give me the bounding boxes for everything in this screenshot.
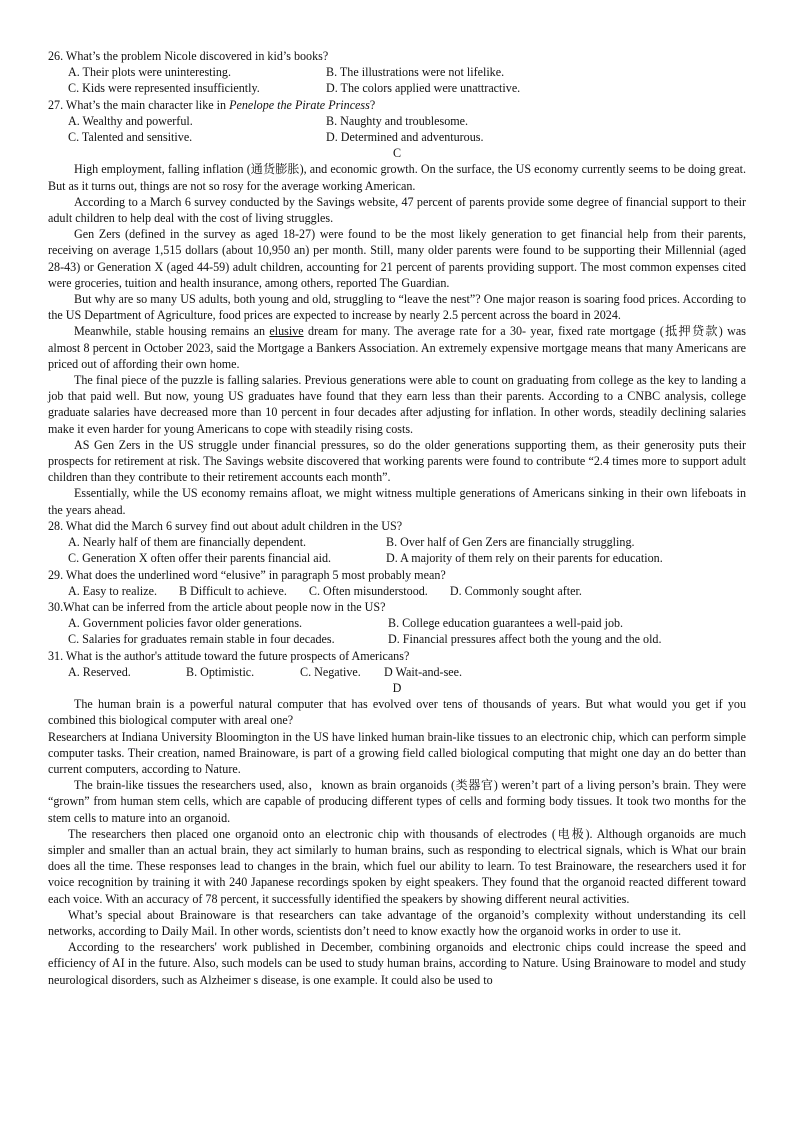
option-31-d: D Wait-and-see.	[384, 664, 463, 679]
passage-c-paragraph-4: But why are so many US adults, both young and old, struggling to “leave the nest”? One major reason is soaring food prices. According to the US Department of Agriculture, food prices are expected to increase by nearly 2.5 percent across the board in 2024.	[48, 292, 746, 323]
option-26-d: D. The colors applied were unattractive.	[326, 81, 521, 96]
question-28-stem: 28. What did the March 6 survey find out about adult children in the US?	[48, 518, 403, 533]
passage-d-paragraph-3: The brain-like tissues the researchers used, also，known as brain organoids (类器官) weren’t part of a living person’s brain. They were “grown” from human stem cells, which are capable of producing different types of cells and forming body tissues. It took two months for the stem cells to mature into an organoid.	[48, 778, 746, 825]
question-27-options	[48, 113, 746, 145]
option-26-c: C. Kids were represented insufficiently.	[68, 81, 260, 96]
question-29-options	[48, 583, 746, 599]
passage-d-paragraph-2: Researchers at Indiana University Bloomington in the US have linked human brain-like tissues to an electronic chip, which can perform simple computer tasks. Their creation, named Brainoware, is part of a growing field called biological computing that might one day an do better than current computers, according to Nature.	[48, 729, 746, 776]
section-c-heading: C	[392, 146, 402, 161]
option-29-c: C. Often misunderstood.	[308, 583, 428, 598]
option-30-b: B. College education guarantees a well-paid job.	[388, 616, 624, 631]
book-title: Penelope the Pirate Princess	[229, 97, 370, 112]
question-27-stem	[48, 97, 746, 113]
passage-c-paragraph-8: Essentially, while the US economy remains afloat, we might witness multiple generations of Americans sinking in their own lifeboats in the years ahead.	[48, 486, 746, 517]
exam-page	[48, 48, 746, 988]
question-29-stem: 29. What does the underlined word “elusive” in paragraph 5 most probably mean?	[48, 567, 446, 582]
passage-c-paragraph-1: High employment, falling inflation (通货膨胀), and economic growth. On the surface, the US economy currently seems to be doing great. But as it turns out, things are not so rosy for the average working American.	[48, 162, 746, 193]
passage-d-paragraph-1: The human brain is a powerful natural computer that has evolved over tens of thousands of years. But what would you get if you combined this biological computer with areal one?	[48, 697, 746, 728]
option-27-d: D. Determined and adventurous.	[326, 130, 484, 145]
option-30-d: D. Financial pressures affect both the young and the old.	[388, 632, 662, 647]
question-30-stem: 30.What can be inferred from the article about people now in the US?	[48, 599, 386, 614]
question-28-options	[48, 534, 746, 566]
passage-c-paragraph-6: The final piece of the puzzle is falling salaries. Previous generations were able to count on graduating from college as the key to landing a job that paid well. But now, young US graduates have found that they earn less than their parents. According to a CNBC analysis, college graduate salaries have decreased more than 10 percent in four decades after adjusting for inflation. In other words, steadily declining salaries make it even harder for young Americans to cope with steadily rising costs.	[48, 373, 746, 436]
paragraph-5-text-a: Meanwhile, stable housing remains an	[74, 324, 270, 339]
option-30-c: C. Salaries for graduates remain stable in four decades.	[68, 632, 335, 647]
option-31-c: C. Negative.	[300, 664, 361, 679]
section-d-heading: D	[392, 680, 402, 695]
option-28-d: D. A majority of them rely on their parents for education.	[386, 551, 663, 566]
option-27-b: B. Naughty and troublesome.	[326, 113, 469, 128]
option-29-d: D. Commonly sought after.	[449, 583, 582, 598]
option-26-a: A. Their plots were uninteresting.	[68, 65, 232, 80]
option-27-a: A. Wealthy and powerful.	[68, 113, 193, 128]
passage-d-paragraph-5: What’s special about Brainoware is that researchers can take advantage of the organoid’s complexity without understanding its cell networks, according to Daily Mail. In other words, scientists don’t need to know exactly how the organoid works in order to use it.	[48, 907, 746, 938]
passage-c-paragraph-7: AS Gen Zers in the US struggle under financial pressures, so do the older generations supporting them, as their generosity puts their prospects for retirement at risk. The Savings website discovered that working parents were found to contribute “2.4 times more to support adult children than they contribute to their retirement accounts each month”.	[48, 437, 746, 485]
passage-d-paragraph-6: According to the researchers' work published in December, combining organoids and electronic chips could increase the speed and efficiency of AI in the future. Also, such models can be used to study human brains, according to Nature. Using Brainoware to model and study neurological disorders, such as Alzheimer s disease, is one example. It could also be used to	[48, 940, 746, 987]
option-26-b: B. The illustrations were not lifelike.	[326, 65, 505, 80]
option-29-a: A. Easy to realize.	[68, 583, 157, 598]
question-30-options	[48, 615, 746, 647]
paragraph-5-text-b: dream for many. The average rate for a 30- year, fixed rate mortgage (抵押贷款) was almost 8 percent in October 2023, said the Mortgage a Bankers Association. An extremely expensive mortgage means that many Americans are priced out of affording their own home.	[48, 324, 746, 371]
passage-c-paragraph-2: According to a March 6 survey conducted by the Savings website, 47 percent of parents provide some degree of financial support to their adult children to help deal with the cost of living struggles.	[48, 194, 746, 226]
option-31-b: B. Optimistic.	[186, 664, 255, 679]
question-26-stem: 26. What’s the problem Nicole discovered in kid’s books?	[48, 49, 329, 63]
option-28-a: A. Nearly half of them are financially dependent.	[68, 535, 307, 550]
option-28-b: B. Over half of Gen Zers are financially struggling.	[386, 535, 635, 550]
option-31-a: A. Reserved.	[68, 664, 131, 679]
passage-d-paragraph-4: The researchers then placed one organoid onto an electronic chip with thousands of electrodes (电极). Although organoids are much simpler and smaller than an actual brain, they act similarly to human brains, such as responding to electrical signals, which is What our brain does all the time. These responses lead to changes in the brain, which fuel our ability to learn. To test Brainoware, the researchers used it for voice recognition by training it with 240 Japanese recordings spoken by eight speakers. They found that the organoid reacted different toward each voice. With an accuracy of 78 percent, it successfully identified the speakers by showing different neural activities.	[48, 826, 746, 906]
question-27-stem-b: ?	[369, 97, 376, 112]
question-31-stem: 31. What is the author's attitude toward the future prospects of Americans?	[48, 648, 410, 663]
option-30-a: A. Government policies favor older generations.	[68, 616, 303, 631]
question-27-stem-a: 27. What’s the main character like in	[48, 97, 230, 112]
option-29-b: B Difficult to achieve.	[179, 583, 287, 598]
passage-c-paragraph-5	[48, 323, 746, 372]
question-26-options	[48, 64, 746, 96]
passage-c-paragraph-3: Gen Zers (defined in the survey as aged 18-27) were found to be the most likely generation to get financial help from their parents, receiving on average 1,515 dollars (about 10,950 an) per month. Still, many older parents were found to be supporting their Millennial (aged 28-43) or Generation X (aged 44-59) adult children, accounting for 21 percent of parents providing support. The most common expenses cited were groceries, tuition and health insurance, among others, reported The Guardian.	[48, 227, 746, 290]
underlined-word: elusive	[269, 324, 304, 339]
option-28-c: C. Generation X often offer their parents financial aid.	[68, 551, 332, 566]
question-31-options	[48, 664, 746, 680]
option-27-c: C. Talented and sensitive.	[68, 130, 193, 145]
